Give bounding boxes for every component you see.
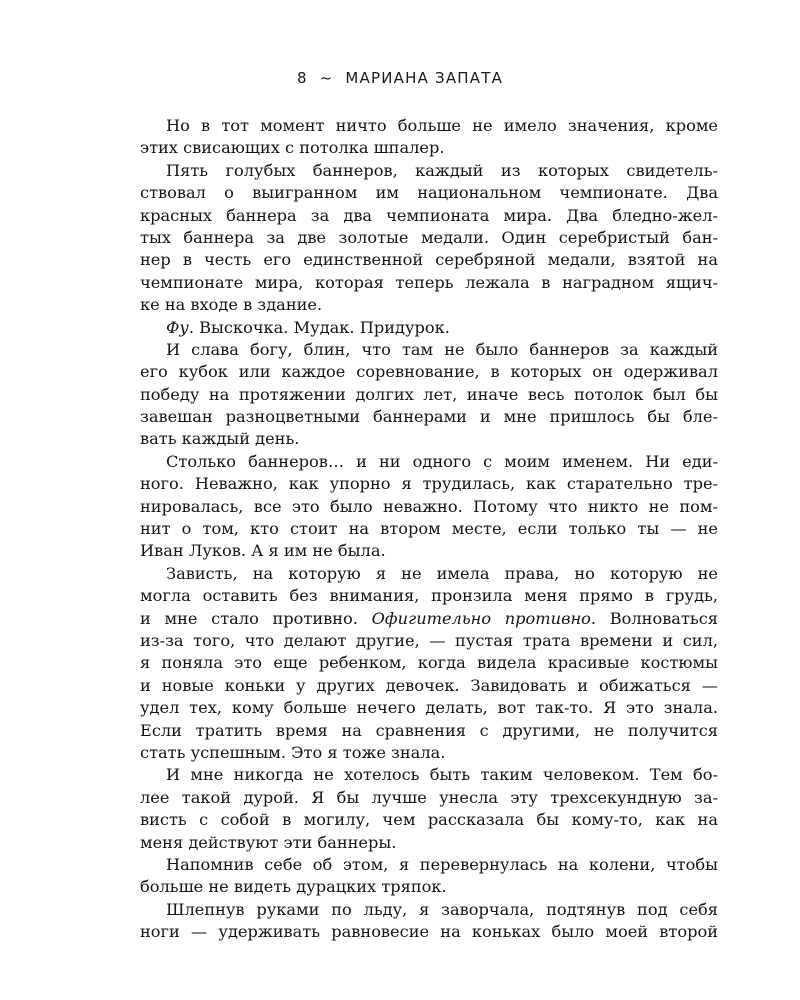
line-text: Напомнив себе об этом, я перевернулась на колени, чтобы <box>166 854 718 874</box>
text-line <box>140 451 718 473</box>
text-line <box>140 317 718 339</box>
line-text: могла оставить без внимания, пронзила меня прямо в грудь, <box>140 586 718 606</box>
line-text: Шлепнув руками по льду, я заворчала, подтянув под себя <box>166 899 718 919</box>
body-text <box>140 115 718 943</box>
text-line <box>140 921 718 943</box>
line-text: его кубок или каждое соревнование, в которых он одерживал <box>140 362 718 382</box>
text-line <box>140 675 718 697</box>
line-text: . Выскочка. Мудак. Придурок. <box>188 317 450 337</box>
text-line <box>140 876 718 898</box>
line-text: победу на протяжении долгих лет, иначе весь потолок был бы <box>140 384 718 404</box>
text-line <box>140 384 718 406</box>
text-line <box>140 720 718 742</box>
line-text: тых баннера за две золотые медали. Один серебристый бан- <box>140 227 718 247</box>
header-space-1 <box>308 69 320 87</box>
italic-text: Фу <box>166 317 189 337</box>
line-text: висть с собой в могилу, чем рассказала бы кому-то, как на <box>140 810 718 830</box>
line-text: Зависть, на которую я не имела права, но которую не <box>166 563 718 583</box>
line-text: лее такой дурой. Я бы лучше унесла эту трехсекундную за- <box>140 787 718 807</box>
text-line <box>140 697 718 719</box>
line-text: Столько баннеров… и ни одного с моим именем. Ни еди- <box>166 451 718 471</box>
text-line <box>140 585 718 607</box>
line-text: И мне никогда не хотелось быть таким человеком. Тем бо- <box>166 765 718 785</box>
line-text: ке на входе в здание. <box>140 295 323 315</box>
text-line <box>140 294 718 316</box>
line-text: чемпионате мира, которая теперь лежала в наградном ящич- <box>140 272 718 292</box>
line-text: Иван Луков. А я им не была. <box>140 541 386 561</box>
text-line <box>140 473 718 495</box>
text-line <box>140 249 718 271</box>
text-line <box>140 899 718 921</box>
line-text: нит о том, кто стоит на втором месте, если только ты — не <box>140 519 718 539</box>
text-line <box>140 160 718 182</box>
line-text: меня действуют эти баннеры. <box>140 832 397 852</box>
running-head <box>0 69 800 87</box>
text-line <box>140 764 718 786</box>
text-line <box>140 182 718 204</box>
header-author: МАРИАНА ЗАПАТА <box>345 69 504 87</box>
line-text: из-за того, что делают другие, — пустая трата времени и сил, <box>140 630 718 650</box>
text-line <box>140 115 718 137</box>
line-text: ного. Неважно, как упорно я трудилась, как старательно тре- <box>140 474 718 494</box>
line-text: ствовал о выигранном им национальном чемпионате. Два <box>140 183 718 203</box>
text-line <box>140 205 718 227</box>
text-line <box>140 608 718 630</box>
italic-text: Офигительно противно <box>371 608 591 628</box>
text-line <box>140 361 718 383</box>
text-line <box>140 137 718 159</box>
line-text: я поняла это еще ребенком, когда видела красивые костюмы <box>140 653 718 673</box>
text-line <box>140 428 718 450</box>
text-line <box>140 227 718 249</box>
text-line <box>140 630 718 652</box>
line-text: Пять голубых баннеров, каждый из которых свидетель- <box>166 160 718 180</box>
text-line <box>140 339 718 361</box>
line-text: и мне стало противно. <box>140 608 372 628</box>
header-separator: ~ <box>319 69 334 87</box>
line-text: этих свисающих с потолка шпалер. <box>140 138 445 158</box>
text-line <box>140 540 718 562</box>
line-text: Но в тот момент ничто больше не имело значения, кроме <box>166 116 718 135</box>
line-text: больше не видеть дурацких тряпок. <box>140 877 447 897</box>
text-line <box>140 496 718 518</box>
line-text: Если тратить время на сравнения с другими, не получится <box>140 720 718 740</box>
line-text: красных баннера за два чемпионата мира. Два бледно-жел- <box>140 205 718 225</box>
page-number: 8 <box>296 69 308 87</box>
text-line <box>140 809 718 831</box>
text-line <box>140 563 718 585</box>
text-line <box>140 272 718 294</box>
line-text: завешан разноцветными баннерами и мне пришлось бы бле- <box>140 407 718 427</box>
line-text: вать каждый день. <box>140 429 300 449</box>
text-line <box>140 652 718 674</box>
line-text: и новые коньки у других девочек. Завидовать и обижаться — <box>140 675 718 695</box>
text-line <box>140 787 718 809</box>
text-line <box>140 742 718 764</box>
text-line <box>140 406 718 428</box>
line-text: . Волноваться <box>590 608 719 628</box>
header-space-2 <box>333 69 345 87</box>
line-text: стать успешным. Это я тоже знала. <box>140 742 446 762</box>
line-text: удел тех, кому больше нечего делать, вот так-то. Я это знала. <box>140 698 718 718</box>
text-line <box>140 854 718 876</box>
line-text: ноги — удерживать равновесие на коньках было моей второй <box>140 922 718 942</box>
line-text: нировалась, все это было неважно. Потому что никто не пом- <box>140 496 718 516</box>
line-text: нер в честь его единственной серебряной медали, взятой на <box>140 250 718 270</box>
line-text: И слава богу, блин, что там не было баннеров за каждый <box>166 339 718 359</box>
text-line <box>140 832 718 854</box>
text-line <box>140 518 718 540</box>
